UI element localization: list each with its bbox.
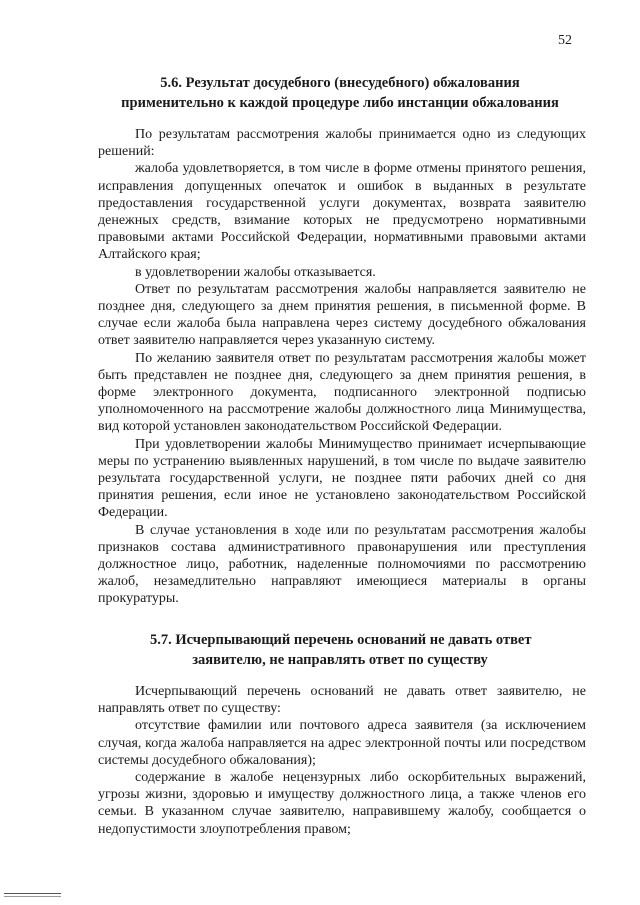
footer-rule bbox=[4, 893, 61, 897]
section-body-5-6 bbox=[98, 126, 586, 608]
paragraph: По желанию заявителя ответ по результатам рассмотрения жалобы может быть представлен не позднее дня, следующего за днем принятия решения, в форме электронного документа, подписанного электронной подписью уполномоченного на рассмотрение жалобы должностного лица Минимущества, вид которой установлен законодательством Российской Федерации. bbox=[98, 350, 586, 435]
heading-line: заявителю, не направлять ответ по существу bbox=[192, 652, 488, 668]
section-heading-5-6 bbox=[100, 73, 580, 113]
heading-line: 5.6. Результат досудебного (внесудебного) обжалования bbox=[160, 75, 520, 91]
heading-line: применительно к каждой процедуре либо инстанции обжалования bbox=[121, 95, 559, 111]
paragraph: Исчерпывающий перечень оснований не давать ответ заявителю, не направлять ответ по существу: bbox=[98, 684, 586, 717]
heading-line: 5.7. Исчерпывающий перечень оснований не давать ответ bbox=[150, 632, 532, 648]
paragraph: В случае установления в ходе или по результатам рассмотрения жалобы признаков состава административного правонарушения или преступления должностное лицо, работник, наделенные полномочиями по рассмотрению жалоб, незамедлительно направляют имеющиеся материалы в органы прокуратуры. bbox=[98, 522, 586, 607]
section-heading-5-7 bbox=[150, 630, 530, 670]
paragraph: содержание в жалобе нецензурных либо оскорбительных выражений, угрозы жизни, здоровью и имуществу должностного лица, а также членов его семьи. В указанном случае заявителю, направившему жалобу, сообщается о недопустимости злоупотребления правом; bbox=[98, 770, 586, 837]
paragraph: жалоба удовлетворяется, в том числе в форме отмены принятого решения, исправления допущенных опечаток и ошибок в выданных в результате предоставления государственной услуги документах, возврата заявителю денежных средств, взимание которых не предусмотрено нормативными правовыми актами Российской Федерации, нормативными правовыми актами Алтайского края; bbox=[98, 161, 586, 263]
paragraph: в удовлетворении жалобы отказывается. bbox=[135, 264, 376, 280]
paragraph: Ответ по результатам рассмотрения жалобы направляется заявителю не позднее дня, следующего за днем принятия решения, в письменной форме. В случае если жалоба была направлена через систему досудебного обжалования ответ заявителю направляется через указанную систему. bbox=[98, 281, 586, 349]
paragraph: При удовлетворении жалобы Минимущество принимает исчерпывающие меры по устранению выявленных нарушений, в том числе по выдаче заявителю результата государственной услуги, не позднее пяти рабочих дней со дня принятия решения, если иное не установлено законодательством Российской Федерации. bbox=[98, 436, 586, 521]
paragraph: отсутствие фамилии или почтового адреса заявителя (за исключением случая, когда жалоба направляется на адрес электронной почты или посредством системы досудебного обжалования); bbox=[98, 718, 586, 768]
page-number: 52 bbox=[558, 33, 572, 48]
section-body-5-7 bbox=[98, 683, 586, 838]
paragraph: По результатам рассмотрения жалобы принимается одно из следующих решений: bbox=[98, 127, 586, 160]
